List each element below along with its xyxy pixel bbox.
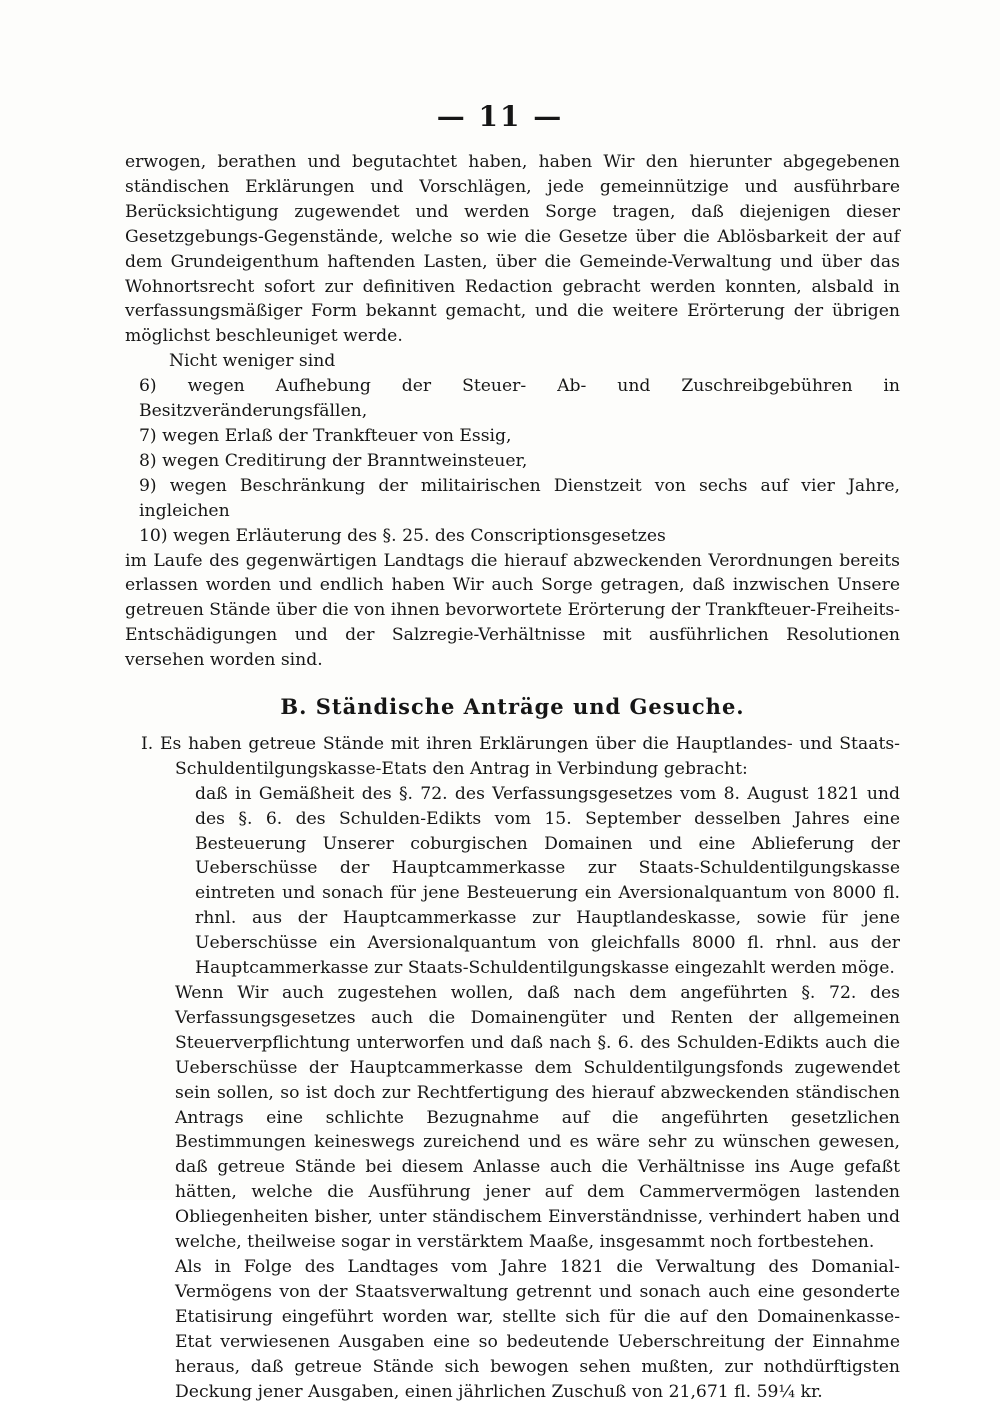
section-heading: B. Ständische Anträge und Gesuche.: [280, 694, 745, 720]
list-item-10: 10) wegen Erläuterung des §. 25. des Conscriptionsgesetzes: [139, 525, 666, 546]
list-item-6: 6) wegen Aufhebung der Steuer- Ab- und Zuschreibgebühren in Besitzveränderungsfällen,: [139, 376, 900, 422]
paragraph-1: erwogen, berathen und begutachtet haben, haben Wir den hierunter abgegebenen ständischen Erklärungen und Vorschlägen, jede gemeinnützige und ausführbare Berücksichtigung zugewendet und werden Sorge tragen, daß diejenigen dieser Gesetzgebungs-Gegenstände, welche so wie die Gesetze über die Ablösbarkeit der auf dem Grundeigenthum haftenden Lasten, über die Gemeinde-Verwaltung und über das Wohnortsrecht sofort zur definitiven Redaction gebracht werden konnten, alsbald in verfassungsmäßiger Form bekannt gemacht, und die weitere Erörterung der übrigen möglichst beschleuniget werde.: [125, 152, 900, 347]
item-1-quote: daß in Gemäßheit des §. 72. des Verfassungsgesetzes vom 8. August 1821 und des §. 6. des Schulden-Edikts vom 15. September desselben Jahres eine Besteuerung Unserer coburgischen Domainen und eine Ablieferung der Ueberschüsse der Hauptcammerkasse zur Staats-Schuldentilgungskasse eintreten und sonach für jene Besteuerung ein Aversionalquantum von 8000 fl. rhnl. aus der Hauptcammerkasse zur Hauptlandeskasse, sowie für jene Ueberschüsse ein Aversionalquantum von gleichfalls 8000 fl. rhnl. aus der Hauptcammerkasse zur Staats-Schuldentilgungskasse eingezahlt werden möge.: [195, 783, 900, 979]
page-body: [125, 150, 900, 1404]
paragraph-2-continued: im Laufe des gegenwärtigen Landtags die hierauf abzweckenden Verordnungen bereits erlassen worden und endlich haben Wir auch Sorge getragen, daß inzwischen Unsere getreuen Stände über die von ihnen bevorwortete Erörterung der Trankfteuer-Freiheits-Entschädigungen und der Salzregie-Verhältnisse mit ausführlichen Resolutionen versehen worden sind.: [125, 550, 900, 671]
paragraph-4: Als in Folge des Landtages vom Jahre 1821 die Verwaltung des Domanial-Vermögens von der Staatsverwaltung getrennt und sonach auch eine gesonderte Etatisirung eingeführt worden war, stellte sich für die auf den Domainenkasse-Etat verwiesenen Ausgaben eine so bedeutende Ueberschreitung der Einnahme heraus, daß getreue Stände sich bewogen sehen mußten, zur nothdürftigsten Deckung jener Ausgaben, einen jährlichen Zuschuß von 21,671 fl. 59¼ kr.: [175, 1256, 900, 1402]
list-item-7: 7) wegen Erlaß der Trankfteuer von Essig,: [139, 425, 512, 446]
item-1-intro: I. Es haben getreue Stände mit ihren Erklärungen über die Hauptlandes- und Staats-Schuldentilgungskasse-Etats den Antrag in Verbindung gebracht:: [141, 733, 900, 779]
list-item-8: 8) wegen Creditirung der Branntweinsteuer,: [139, 450, 528, 471]
paragraph-3: Wenn Wir auch zugestehen wollen, daß nach dem angeführten §. 72. des Verfassungsgesetzes auch die Domainengüter und Renten der allgemeinen Steuerverpflichtung unterworfen und daß nach §. 6. des Schulden-Edikts auch die Ueberschüsse der Hauptcammerkasse dem Schuldentilgungsfonds zugewendet sein sollen, so ist doch zur Rechtfertigung des hierauf abzweckenden ständischen Antrags eine schlichte Bezugnahme auf die angeführten gesetzlichen Bestimmungen keineswegs zureichend und es wäre sehr zu wünschen gewesen, daß getreue Stände bei diesem Anlasse auch die Verhältnisse ins Auge gefaßt hätten, welche die Ausführung jener auf dem Cammervermögen lastenden Obliegenheiten bisher, unter ständischem Einverständnisse, verhindert haben und welche, theilweise sogar in verstärktem Maaße, insgesammt noch fortbestehen.: [175, 983, 900, 1253]
paragraph-2-intro: Nicht weniger sind: [169, 351, 336, 372]
page-number: — 11 —: [436, 100, 564, 133]
list-item-9: 9) wegen Beschränkung der militairischen Dienstzeit von sechs auf vier Jahre, ingleichen: [139, 475, 900, 521]
